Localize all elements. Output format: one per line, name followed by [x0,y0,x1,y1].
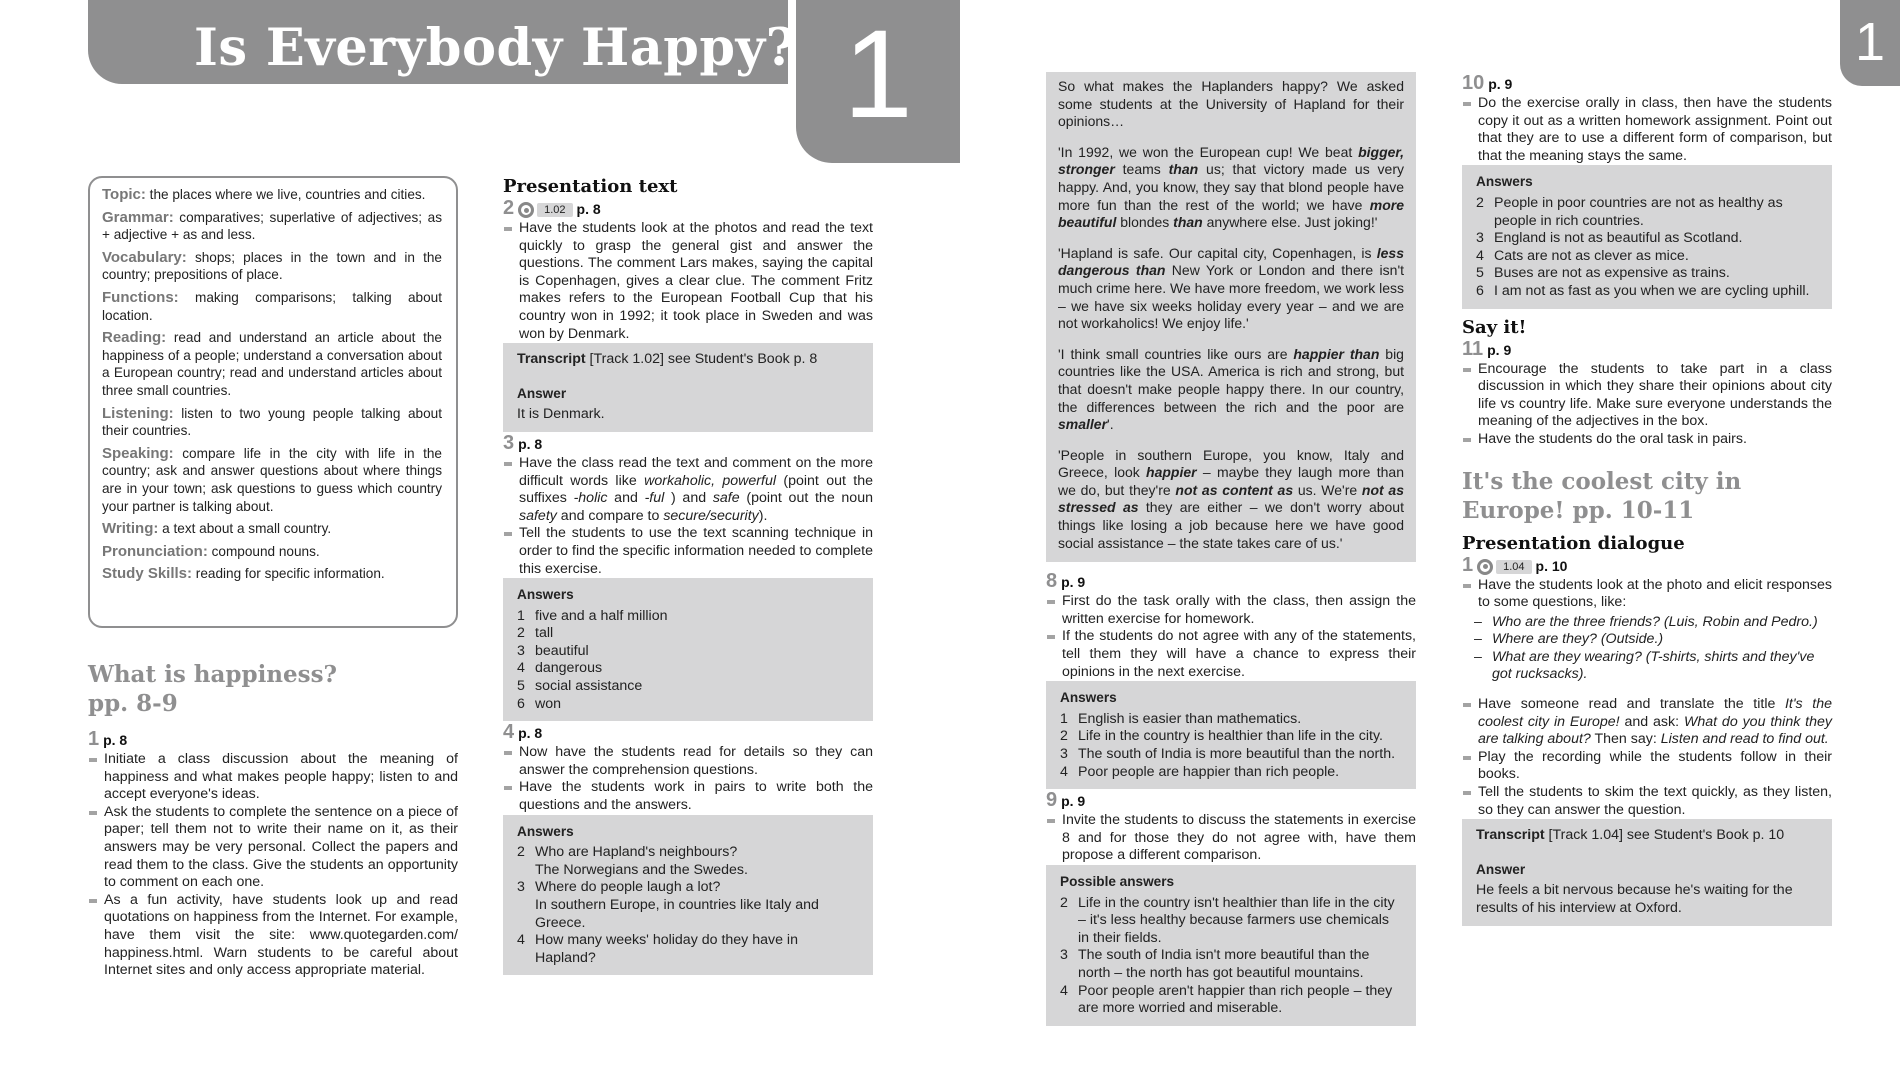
bullet: First do the task orally with the class, then assign the written exercise for homework. [1046,593,1416,628]
list-item: 1 five and a half million [517,607,668,624]
list-item: 4 Poor people aren't happier than rich people – they are more worried and miserable. [1060,982,1393,1017]
list-item: 5 social assistance [517,678,643,695]
exercise-4-heading: 4 p. 8 [503,721,543,744]
reading-paragraph: 'I think small countries like ours are happier than big countries like the USA. America is rich and strong, but that doesn't make people happy there. In our country, the differences between the rich and the poor are smaller'. [1058,345,1404,433]
bullet: As a fun activity, have students look up and read quotations on happiness from the Internet. For example, have them visit the site: www.quotegarden.com/ happiness.html. Warn students to be careful about Internet sites and only access appropriate material. [88,892,458,980]
reading-paragraph: 'People in southern Europe, you know, Italy and Greece, look happier – maybe they laugh more than we do, but they're not as content as us. We're not as stressed as they are either – we don't worry about things like losing a job because here we have good social assistance – the state takes care of us.' [1058,446,1405,551]
exercise-11-heading: 11 p. 9 [1462,337,1512,360]
cd-track-icon: 1.04 [1477,559,1531,575]
summary-functions: Functions: making comparisons; talking about location. [102,288,442,323]
corner-number-tab [1840,0,1900,86]
bullet: Invite the students to discuss the statements in exercise 8 and for those they do not agree with, have them propose a different comparison. [1046,812,1416,865]
corner-number: 1 [1854,12,1886,72]
list-item: 4 Cats are not as clever as mice. [1476,247,1689,264]
answers-box: Answers 2 People in poor countries are not as healthy as people in rich countries. 3 England is not as beautiful as Scotland. 4 Cats are not as clever as mice. 5 Buses are not as expensive as trains. 6 I am not as fast as you when we are cycling uphill. [1462,165,1832,308]
list-item: 2 Life in the country is healthier than life in the city. [1060,728,1383,745]
bullet: Have someone read and translate the title It's the coolest city in Europe! and ask: What do you think they are talking about? Then say: Listen and read to find out. [1462,696,1832,749]
list-item: 2 People in poor countries are not as healthy as people in rich countries. [1476,194,1783,229]
list-item: 3 beautiful [517,642,589,659]
answers-box: Answers 2 Who are Hapland's neighbours? The Norwegians and the Swedes. 3 Where do people laugh a lot? In southern Europe, in countries like Italy and Greece. 4 How many weeks' holiday do they have in Hapland? [503,815,873,976]
summary-grammar: Grammar: comparatives; superlative of adjectives; as + adjective + as and less. [102,208,442,243]
list-item: 4 dangerous [517,660,603,677]
list-item: 6 I am not as fast as you when we are cycling uphill. [1476,282,1810,299]
list-item: 3 The south of India is more beautiful than the north. [1060,746,1396,762]
exercise-3-heading: 3 p. 8 [503,431,543,454]
summary-topic: Topic: the places where we live, countries and cities. [102,186,426,203]
exercise-2-heading: 2 1.02 p. 8 [503,197,601,219]
bullet: Have the students look at the photos and read the text quickly to grasp the general gist and answer the questions. The comment Lars makes, saying the capital is Copenhagen, gives a clear clue. The comment Fritz makes refers to the European Football Cup that his country won in 1992; it took place in Sweden and was won by Denmark. [503,220,873,343]
list-item: 4 How many weeks' holiday do they have in Hapland? [517,932,798,966]
bullet: Do the exercise orally in class, then have the students copy it out as a written homework assignment. Point out that they are to use a different form of comparison, but that the meaning stays the same. [1462,95,1832,165]
exercise-9-heading: 9 p. 9 [1046,789,1086,812]
page-title: Is Everybody Happy? [194,18,797,78]
column-3 [1046,72,1416,1026]
bullet: Have the class read the text and comment on the more difficult words like workaholic, powerful (point out the suffixes -holic and -ful ) and safe (point out the noun safety and compare to secure/security). [503,455,873,525]
answer-box: Answer It is Denmark. [503,377,873,432]
unit-number-tab [796,0,960,163]
bullet: If the students do not agree with any of the statements, tell them they will have a chance to express their opinions in the next exercise. [1046,628,1416,681]
section-title: It's the coolest city in [1462,467,1742,495]
reading-paragraph: 'In 1992, we won the European cup! We beat bigger, stronger teams than us; that victory made us very happy. And, you know, they say that blond people have more fun than the rest of the world; we have more beautiful blondes than anywhere else. Just joking!' [1058,143,1404,231]
answers-box: Answers 1 English is easier than mathematics. 2 Life in the country is healthier than life in the city. 3 The south of India is more beautiful than the north. 4 Poor people are happier than rich people. [1046,681,1416,789]
bullet: Tell the students to skim the text quickly, as they listen, so they can answer the question. [1462,784,1832,819]
exercise-8-heading: 8 p. 9 [1046,570,1086,593]
reading-paragraph: 'Hapland is safe. Our capital city, Copenhagen, is less dangerous than New York or London and there isn't much crime here. We have more freedom, we work less – we have six weeks holiday every year – and we are not workaholics! We enjoy life.' [1058,244,1405,332]
answer-box: Answer He feels a bit nervous because he's waiting for the results of his interview at Oxford. [1462,853,1832,926]
summary-listening: Listening: listen to two young people talking about their countries. [102,404,442,439]
dash-item: – Who are the three friends? (Luis, Robin and Pedro.) [1462,614,1832,632]
dash-item: – Where are they? (Outside.) [1462,631,1832,649]
possible-answers-box: Possible answers 2 Life in the country isn't healthier than life in the city – it's less healthy because farmers use chemicals in their fields. 3 The south of India isn't more beautiful than the north – the north has got beautiful mountains. 4 Poor people aren't happier than rich people – they are more worried and miserable. [1046,865,1416,1026]
exercise-1-heading: 1 1.04 p. 10 [1462,553,1568,576]
column-4 [1462,72,1832,926]
transcript-box: Transcript [Track 1.04] see Student's Book p. 10 [1462,819,1832,853]
transcript-box: Transcript [Track 1.02] see Student's Book p. 8 [503,343,873,377]
list-item: 5 Buses are not as expensive as trains. [1476,265,1730,282]
list-item: 3 England is not as beautiful as Scotland. [1476,230,1743,247]
summary-speaking: Speaking: compare life in the city with life in the country; ask and answer questions about where things are in your town; ask questions to guess which country your partner is talking about. [102,444,442,514]
list-item: 1 English is easier than mathematics. [1060,710,1302,727]
dash-item: – What are they wearing? (T-shirts, shirts and they've got rucksacks). [1462,649,1832,684]
exercise-10-heading: 10 p. 9 [1462,72,1513,94]
summary-writing: Writing: a text about a small country. [102,520,332,538]
summary-reading: Reading: read and understand an article about the happiness of a people; understand a conversation about a European country; read and understand articles about three small countries. [102,329,442,398]
list-item: 3 The south of India isn't more beautiful than the north – the north has got beautiful mountains. [1060,947,1370,981]
list-item: 4 Poor people are happier than rich people. [1060,763,1340,780]
presentation-dialogue-title: Presentation dialogue [1462,532,1685,554]
bullet: Have the students work in pairs to write both the questions and the answers. [503,779,873,814]
bullet: Have the students look at the photo and elicit responses to some questions, like: [1462,577,1832,612]
summary-study-skills: Study Skills: reading for specific information. [102,565,385,583]
unit-summary-box [88,176,458,628]
bullet: Have the students do the oral task in pairs. [1462,431,1832,449]
column-1 [88,660,458,980]
section-pages: pp. 8-9 [88,690,178,717]
reading-paragraph: So what makes the Haplanders happy? We asked some students at the University of Hapland for their opinions… [1058,78,1404,130]
list-item: 3 Where do people laugh a lot? In southern Europe, in countries like Italy and Greece. [517,879,819,931]
bullet: Tell the students to use the text scanning technique in order to find the specific information needed to complete this exercise. [503,525,873,578]
unit-number: 1 [843,5,913,144]
list-item: 2 Who are Hapland's neighbours? The Norwegians and the Swedes. [517,844,748,878]
list-item: 2 tall [517,625,554,642]
reading-text-box [1046,72,1416,562]
section-title: What is happiness? [88,661,338,688]
bullet: Play the recording while the students follow in their books. [1462,749,1832,784]
section-title-pages: Europe! pp. 10-11 [1462,496,1695,524]
bullet: Ask the students to complete the sentence on a piece of paper; tell them not to write their name on it, as their answers may be very personal. Collect the papers and read them to the class. Give the students an opportunity to comment on each one. [88,804,458,892]
column-2 [503,176,873,975]
cd-track-icon: 1.02 [518,202,572,218]
exercise-1-heading: 1 p. 8 [88,728,128,750]
bullet: Initiate a class discussion about the meaning of happiness and what makes people happy; listen to and accept everyone's ideas. [88,751,458,804]
summary-vocabulary: Vocabulary: shops; places in the town and in the country; prepositions of place. [102,248,442,283]
presentation-text-title: Presentation text [503,176,678,197]
summary-pronunciation: Pronunciation: compound nouns. [102,542,320,560]
list-item: 6 won [517,695,562,712]
answers-box: Answers 1 five and a half million 2 tall 3 beautiful 4 dangerous 5 social assistance 6 won [503,578,873,721]
bullet: Encourage the students to take part in a class discussion in which they share their opinions about city life vs country life. Make sure everyone understands the meaning of the adjectives in the box. [1462,361,1832,431]
list-item: 2 Life in the country isn't healthier than life in the city – it's less healthy because farmers use chemicals in their fields. [1060,894,1395,946]
bullet: Now have the students read for details so they can answer the comprehension questions. [503,744,873,779]
say-it-title: Say it! [1462,316,1527,338]
